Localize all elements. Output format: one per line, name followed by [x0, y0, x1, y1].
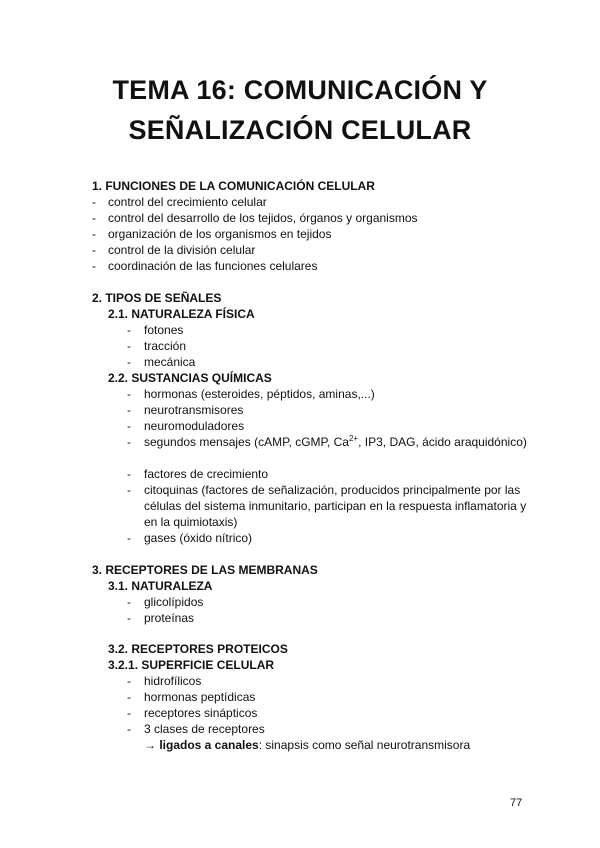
list-item-text: factores de crecimiento — [144, 467, 269, 481]
list-item-text: coordinación de las funciones celulares — [108, 259, 318, 273]
bullet-dash: - — [127, 387, 131, 401]
bullet-dash: - — [127, 323, 131, 337]
bullet-dash: - — [127, 706, 131, 720]
list-item-text — [144, 434, 529, 450]
channel-receptors-description: : sinapsis como señal neurotransmisora — [258, 738, 471, 752]
list-item-text: fotones — [144, 323, 184, 337]
channel-receptors-label: → ligados a canales — [144, 738, 259, 752]
subsection-2-2-heading: 2.2. SUSTANCIAS QUÍMICAS — [108, 371, 272, 385]
bullet-dash: - — [92, 259, 96, 273]
second-messengers-text-rest: , IP3, DAG, ácido araquidónico) — [358, 435, 527, 449]
list-item-text: hormonas (esteroides, péptidos, aminas,...) — [144, 387, 375, 401]
list-item-text: 3 clases de receptores — [144, 722, 265, 736]
list-item-text: neuromoduladores — [144, 419, 245, 433]
bullet-dash: - — [92, 243, 96, 257]
bullet-dash: - — [127, 690, 131, 704]
list-item-text: neurotransmisores — [144, 403, 244, 417]
bullet-dash: - — [127, 435, 131, 449]
bullet-dash: - — [127, 722, 131, 736]
channel-receptors-line — [144, 737, 470, 753]
list-item-text: control del desarrollo de los tejidos, órganos y organismos — [108, 211, 418, 225]
list-item-text: control del crecimiento celular — [108, 195, 267, 209]
section-1-heading: 1. FUNCIONES DE LA COMUNICACIÓN CELULAR — [92, 179, 375, 193]
bullet-dash: - — [92, 227, 96, 241]
page-title-line-1: TEMA 16: COMUNICACIÓN Y — [112, 75, 488, 105]
list-item-text: gases (óxido nítrico) — [144, 531, 253, 545]
bullet-dash: - — [127, 674, 131, 688]
list-item-text: glicolípidos — [144, 595, 204, 609]
bullet-dash: - — [127, 339, 131, 353]
list-item-text: organización de los organismos en tejidos — [108, 227, 332, 241]
list-item-text: proteínas — [144, 611, 195, 625]
list-item-text: receptores sinápticos — [144, 706, 258, 720]
bullet-dash: - — [127, 531, 131, 545]
list-item-text: tracción — [144, 339, 187, 353]
page-number: 77 — [510, 797, 523, 809]
list-item-text: control de la división celular — [108, 243, 256, 257]
list-item-text: citoquinas (factores de señalización, producidos principalmente por las células del sistema inmunitario, participan en la respuesta inflamatoria y en la quimiotaxis) — [144, 483, 527, 529]
second-messengers-text: segundos mensajes (cAMP, cGMP, Ca — [144, 435, 349, 449]
bullet-dash: - — [127, 611, 131, 625]
section-3-heading: 3. RECEPTORES DE LAS MEMBRANAS — [92, 563, 318, 577]
subsection-3-2-heading: 3.2. RECEPTORES PROTEICOS — [108, 642, 288, 656]
bullet-dash: - — [92, 195, 96, 209]
bullet-dash: - — [92, 211, 96, 225]
subsection-2-1-heading: 2.1. NATURALEZA FÍSICA — [108, 307, 255, 321]
bullet-dash: - — [127, 355, 131, 369]
bullet-dash: - — [127, 419, 131, 433]
section-2-heading: 2. TIPOS DE SEÑALES — [92, 291, 222, 305]
list-item-text: hidrofílicos — [144, 674, 202, 688]
bullet-dash: - — [127, 403, 131, 417]
bullet-dash: - — [127, 467, 131, 481]
list-item-text: hormonas peptídicas — [144, 690, 256, 704]
calcium-charge-superscript: 2+ — [348, 434, 359, 443]
subsection-3-2-1-heading: 3.2.1. SUPERFICIE CELULAR — [108, 658, 275, 672]
subsection-3-1-heading: 3.1. NATURALEZA — [108, 579, 213, 593]
page-title-line-2: SEÑALIZACIÓN CELULAR — [128, 115, 472, 145]
list-item-text: mecánica — [144, 355, 196, 369]
bullet-dash: - — [127, 483, 131, 497]
bullet-dash: - — [127, 595, 131, 609]
